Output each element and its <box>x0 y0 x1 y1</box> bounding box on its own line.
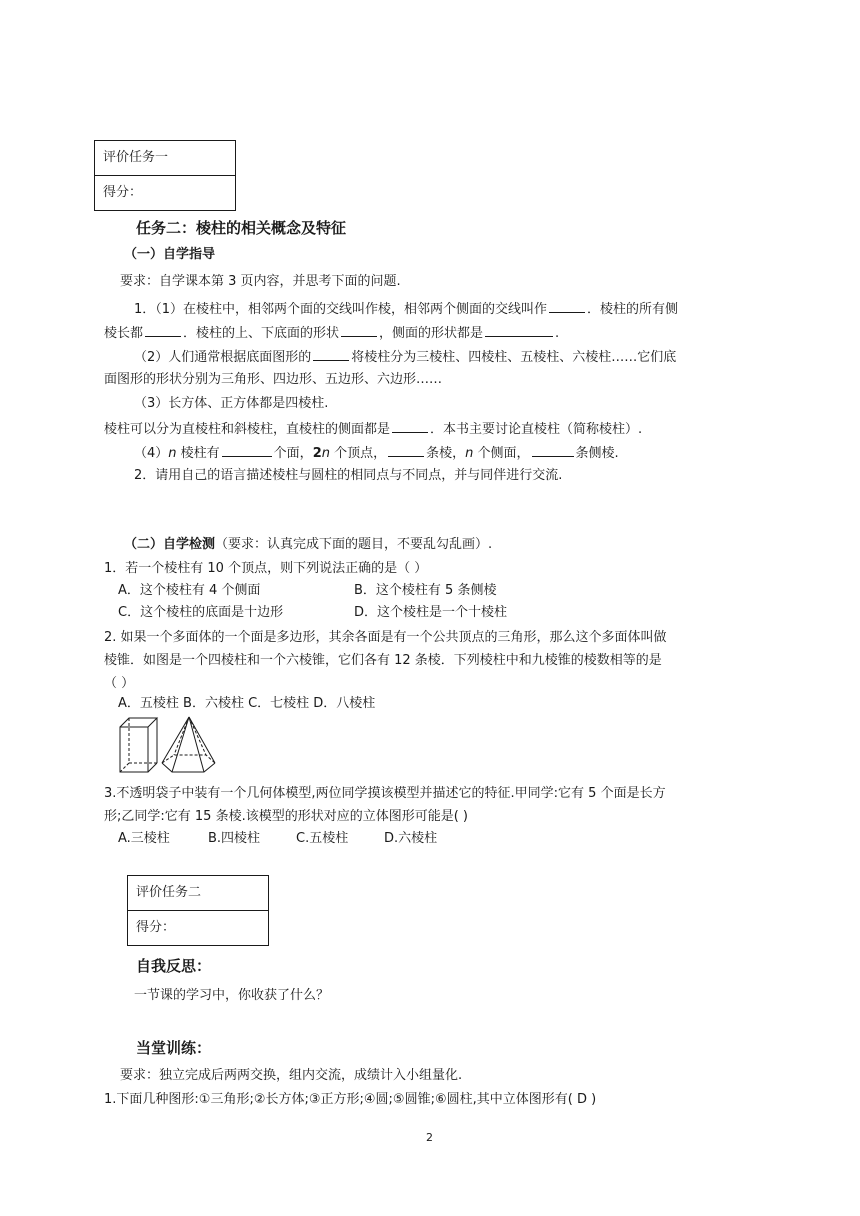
guide-q2-line2: 面图形的形状分别为三角形、四边形、五边形、六边形…… <box>104 372 443 387</box>
guide-q1-line2: 棱长都 ．棱柱的上、下底面的形状 ，侧面的形状都是 . <box>104 322 559 344</box>
answer-blank[interactable] <box>313 346 349 361</box>
eval-task-1-box <box>94 140 236 211</box>
answer-blank[interactable] <box>145 322 181 337</box>
check-p1: 1．若一个棱柱有 10 个顶点，则下列说法正确的是（ ） <box>104 561 428 576</box>
page-number: 2 <box>426 1131 433 1144</box>
eval-task-2-score: 得分： <box>128 910 268 945</box>
guide-heading: （一）自学指导 <box>124 247 216 262</box>
check-p3-line2: 形;乙同学:它有 15 条棱.该模型的形状对应的立体图形可能是( ) <box>104 809 468 824</box>
reflection-heading: 自我反思： <box>136 957 212 975</box>
answer-blank[interactable] <box>222 442 272 457</box>
eval-task-2-title: 评价任务二 <box>136 885 202 900</box>
check-p3-line1: 3.不透明袋子中装有一个几何体模型,两位同学摸该模型并描述它的特征.甲同学:它有 5 个面是长方 <box>104 786 666 801</box>
check-p1-option-b: B．这个棱柱有 5 条侧棱 <box>354 583 497 598</box>
answer-blank[interactable] <box>549 298 585 313</box>
check-p3-option-a: A.三棱柱 <box>118 831 170 846</box>
answer-blank[interactable] <box>341 322 377 337</box>
check-p2-options: A．五棱柱 B．六棱柱 C．七棱柱 D．八棱柱 <box>118 696 376 711</box>
guide-q2-line1: （2）人们通常根据底面图形的 将棱柱分为三棱柱、四棱柱、五棱柱、六棱柱……它们底 <box>134 346 676 368</box>
eval-task-2-box <box>127 875 269 946</box>
check-p3-option-b: B.四棱柱 <box>208 831 261 846</box>
check-p2-line3: （ ） <box>104 676 135 691</box>
answer-blank[interactable] <box>388 442 424 457</box>
guide-q5-line: 2．请用自己的语言描述棱柱与圆柱的相同点与不同点，并与同伴进行交流. <box>134 468 563 483</box>
task2-title: 任务二：棱柱的相关概念及特征 <box>136 219 347 237</box>
prism-pyramid-figure <box>116 715 226 775</box>
check-p3-option-d: D.六棱柱 <box>384 831 438 846</box>
eval-task-1-score: 得分： <box>95 175 235 210</box>
eval-task-1-title: 评价任务一 <box>103 150 169 165</box>
guide-q3-line1: （3）长方体、正方体都是四棱柱. <box>134 396 329 411</box>
guide-q4-line: （4）n 棱柱有 个面，2n 个顶点， 条棱，n 个侧面， 条侧棱. <box>134 442 619 464</box>
check-p2-line1: 2. 如果一个多面体的一个面是多边形，其余各面是有一个公共顶点的三角形，那么这个多面体叫做 <box>104 630 667 645</box>
guide-requirement: 要求：自学课本第 3 页内容，并思考下面的问题. <box>120 274 401 289</box>
guide-q1-line1: 1．（1）在棱柱中，相邻两个面的交线叫作棱，相邻两个侧面的交线叫作 ．棱柱的所有侧 <box>134 298 678 320</box>
practice-heading: 当堂训练： <box>136 1039 212 1057</box>
answer-blank[interactable] <box>392 418 428 433</box>
reflection-question: 一节课的学习中，你收获了什么？ <box>134 988 330 1003</box>
check-p3-option-c: C.五棱柱 <box>296 831 349 846</box>
check-p1-option-d: D．这个棱柱是一个十棱柱 <box>354 605 508 620</box>
answer-blank[interactable] <box>532 442 574 457</box>
check-p1-option-a: A．这个棱柱有 4 个侧面 <box>118 583 261 598</box>
check-heading: （二）自学检测（要求：认真完成下面的题目，不要乱勾乱画）. <box>124 537 493 552</box>
check-p1-option-c: C．这个棱柱的底面是十边形 <box>118 605 284 620</box>
check-p2-line2: 棱锥．如图是一个四棱柱和一个六棱锥，它们各有 12 条棱．下列棱柱中和九棱锥的棱数相等的是 <box>104 653 662 668</box>
practice-p1: 1.下面几种图形:①三角形;②长方体;③正方形;④圆;⑤圆锥;⑥圆柱,其中立体图形有( D ) <box>104 1092 597 1107</box>
practice-requirement: 要求：独立完成后两两交换，组内交流，成绩计入小组量化. <box>120 1068 463 1083</box>
answer-blank[interactable] <box>485 322 553 337</box>
guide-q3-line2: 棱柱可以分为直棱柱和斜棱柱，直棱柱的侧面都是 ．本书主要讨论直棱柱（简称棱柱）. <box>104 418 642 440</box>
